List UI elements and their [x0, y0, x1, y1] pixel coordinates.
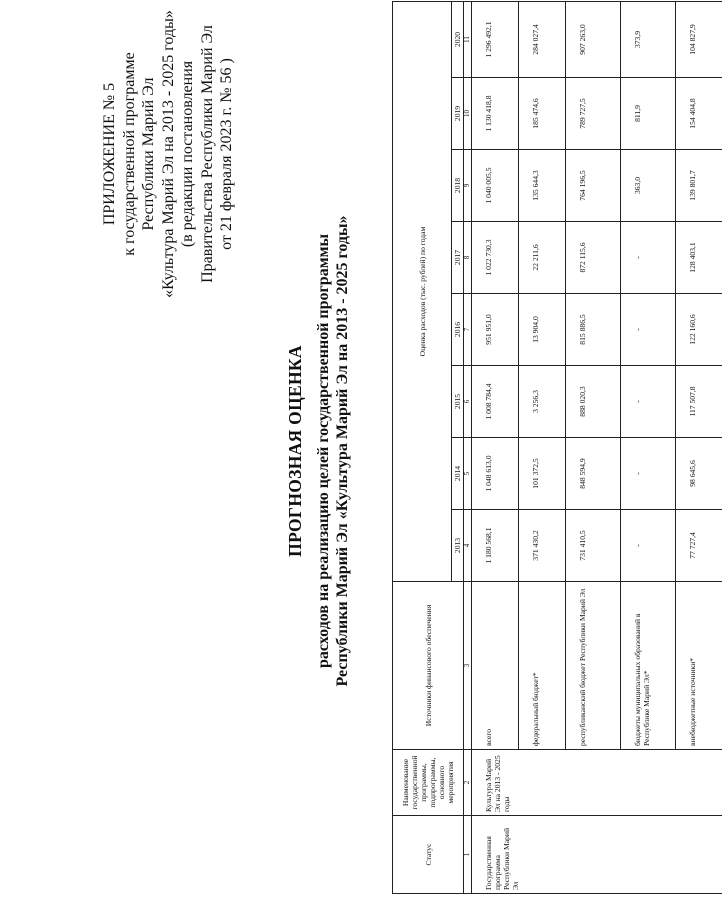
value-cell: 77 727,4 — [676, 510, 722, 582]
header-year: 2019 — [452, 78, 464, 150]
document-title: ПРОГНОЗНАЯ ОЦЕНКА — [285, 345, 305, 557]
appendix-line: Республики Марий Эл — [140, 77, 157, 231]
column-number: 3 — [464, 582, 472, 750]
value-cell: 284 027,4 — [519, 1, 566, 77]
source-cell: бюджеты муниципальных образований в Республике Марий Эл* — [621, 582, 676, 750]
header-year: 2016 — [452, 294, 464, 366]
appendix-line: «Культура Марий Эл на 2013 - 2025 годы» — [159, 10, 177, 298]
value-cell: 104 827,9 — [676, 1, 722, 77]
value-cell: 1 008 784,4 — [472, 366, 519, 438]
value-cell: 128 403,1 — [676, 222, 722, 294]
header-year: 2020 — [452, 1, 464, 77]
value-cell: 139 801,7 — [676, 150, 722, 222]
value-cell: 135 644,3 — [519, 150, 566, 222]
value-cell: 371 430,2 — [519, 510, 566, 582]
value-cell: - — [621, 366, 676, 438]
header-year: 2014 — [452, 438, 464, 510]
appendix-line: к государственной программе — [120, 52, 138, 256]
header-year: 2013 — [452, 510, 464, 582]
header-name: Наименование государственной программы, подпрограммы, основного мероприятия — [393, 750, 464, 816]
column-number: 1 — [464, 816, 472, 894]
value-cell: 888 020,3 — [566, 366, 621, 438]
value-cell: - — [621, 222, 676, 294]
header-status: Статус — [393, 816, 464, 894]
appendix-header — [100, 0, 237, 314]
value-cell: 22 211,6 — [519, 222, 566, 294]
value-cell: 363,0 — [621, 150, 676, 222]
document-subtitle-1: расходов на реализацию целей государственной программы — [315, 234, 332, 668]
value-cell: 1 040 005,5 — [472, 150, 519, 222]
value-cell: 185 474,6 — [519, 78, 566, 150]
value-cell: 117 507,8 — [676, 366, 722, 438]
value-cell: 373,9 — [621, 1, 676, 77]
value-cell: 13 904,0 — [519, 294, 566, 366]
value-cell: - — [621, 510, 676, 582]
value-cell: 731 410,5 — [566, 510, 621, 582]
value-cell: 1 048 613,0 — [472, 438, 519, 510]
status-cell: Государственная программа Республики Марий Эл — [472, 816, 722, 894]
column-number: 5 — [464, 438, 472, 510]
appendix-line: от 21 февраля 2023 г. № 56 ) — [218, 58, 235, 250]
value-cell: - — [621, 294, 676, 366]
value-cell: 98 645,6 — [676, 438, 722, 510]
value-cell: 789 727,5 — [566, 78, 621, 150]
column-number: 2 — [464, 750, 472, 816]
value-cell: 1 022 730,3 — [472, 222, 519, 294]
value-cell: 154 404,8 — [676, 78, 722, 150]
program-name-cell: Культура Марий Эл на 2013 - 2025 годы — [472, 750, 722, 816]
header-year: 2018 — [452, 150, 464, 222]
header-source: Источники финансового обеспечения — [393, 582, 464, 750]
source-cell: внебюджетные источники* — [676, 582, 722, 750]
header-year: 2017 — [452, 222, 464, 294]
column-number: 8 — [464, 222, 472, 294]
value-cell: 122 160,6 — [676, 294, 722, 366]
source-cell: республиканский бюджет Республики Марий Эл — [566, 582, 621, 750]
value-cell: 848 594,9 — [566, 438, 621, 510]
column-number: 11 — [464, 1, 472, 77]
column-number: 7 — [464, 294, 472, 366]
source-cell: всего — [472, 582, 519, 750]
value-cell: 815 886,5 — [566, 294, 621, 366]
value-cell: 1 180 568,1 — [472, 510, 519, 582]
column-number: 6 — [464, 366, 472, 438]
table-row — [472, 1, 519, 893]
document-subtitle-2: Республики Марий Эл «Культура Марий Эл на 2013 - 2025 годы» — [334, 215, 351, 687]
source-cell: федеральный бюджет* — [519, 582, 566, 750]
header-year: 2015 — [452, 366, 464, 438]
appendix-line: (в редакции постановления — [179, 60, 196, 248]
value-cell: 907 263,0 — [566, 1, 621, 77]
value-cell: - — [621, 438, 676, 510]
header-estimate: Оценка расходов (тыс. рублей) по годам — [393, 1, 452, 581]
appendix-line: Правительства Республики Марий Эл — [198, 25, 216, 283]
value-cell: 101 372,5 — [519, 438, 566, 510]
document-title-block — [285, 0, 352, 902]
value-cell: 764 196,5 — [566, 150, 621, 222]
column-number: 4 — [464, 510, 472, 582]
value-cell: 1 130 418,8 — [472, 78, 519, 150]
value-cell: 951 951,0 — [472, 294, 519, 366]
column-number: 10 — [464, 78, 472, 150]
expense-estimate-table — [392, 1, 722, 894]
value-cell: 811,9 — [621, 78, 676, 150]
value-cell: 1 296 492,1 — [472, 1, 519, 77]
value-cell: 872 115,6 — [566, 222, 621, 294]
column-number: 9 — [464, 150, 472, 222]
value-cell: 3 256,3 — [519, 366, 566, 438]
appendix-line: ПРИЛОЖЕНИЕ № 5 — [101, 82, 118, 226]
